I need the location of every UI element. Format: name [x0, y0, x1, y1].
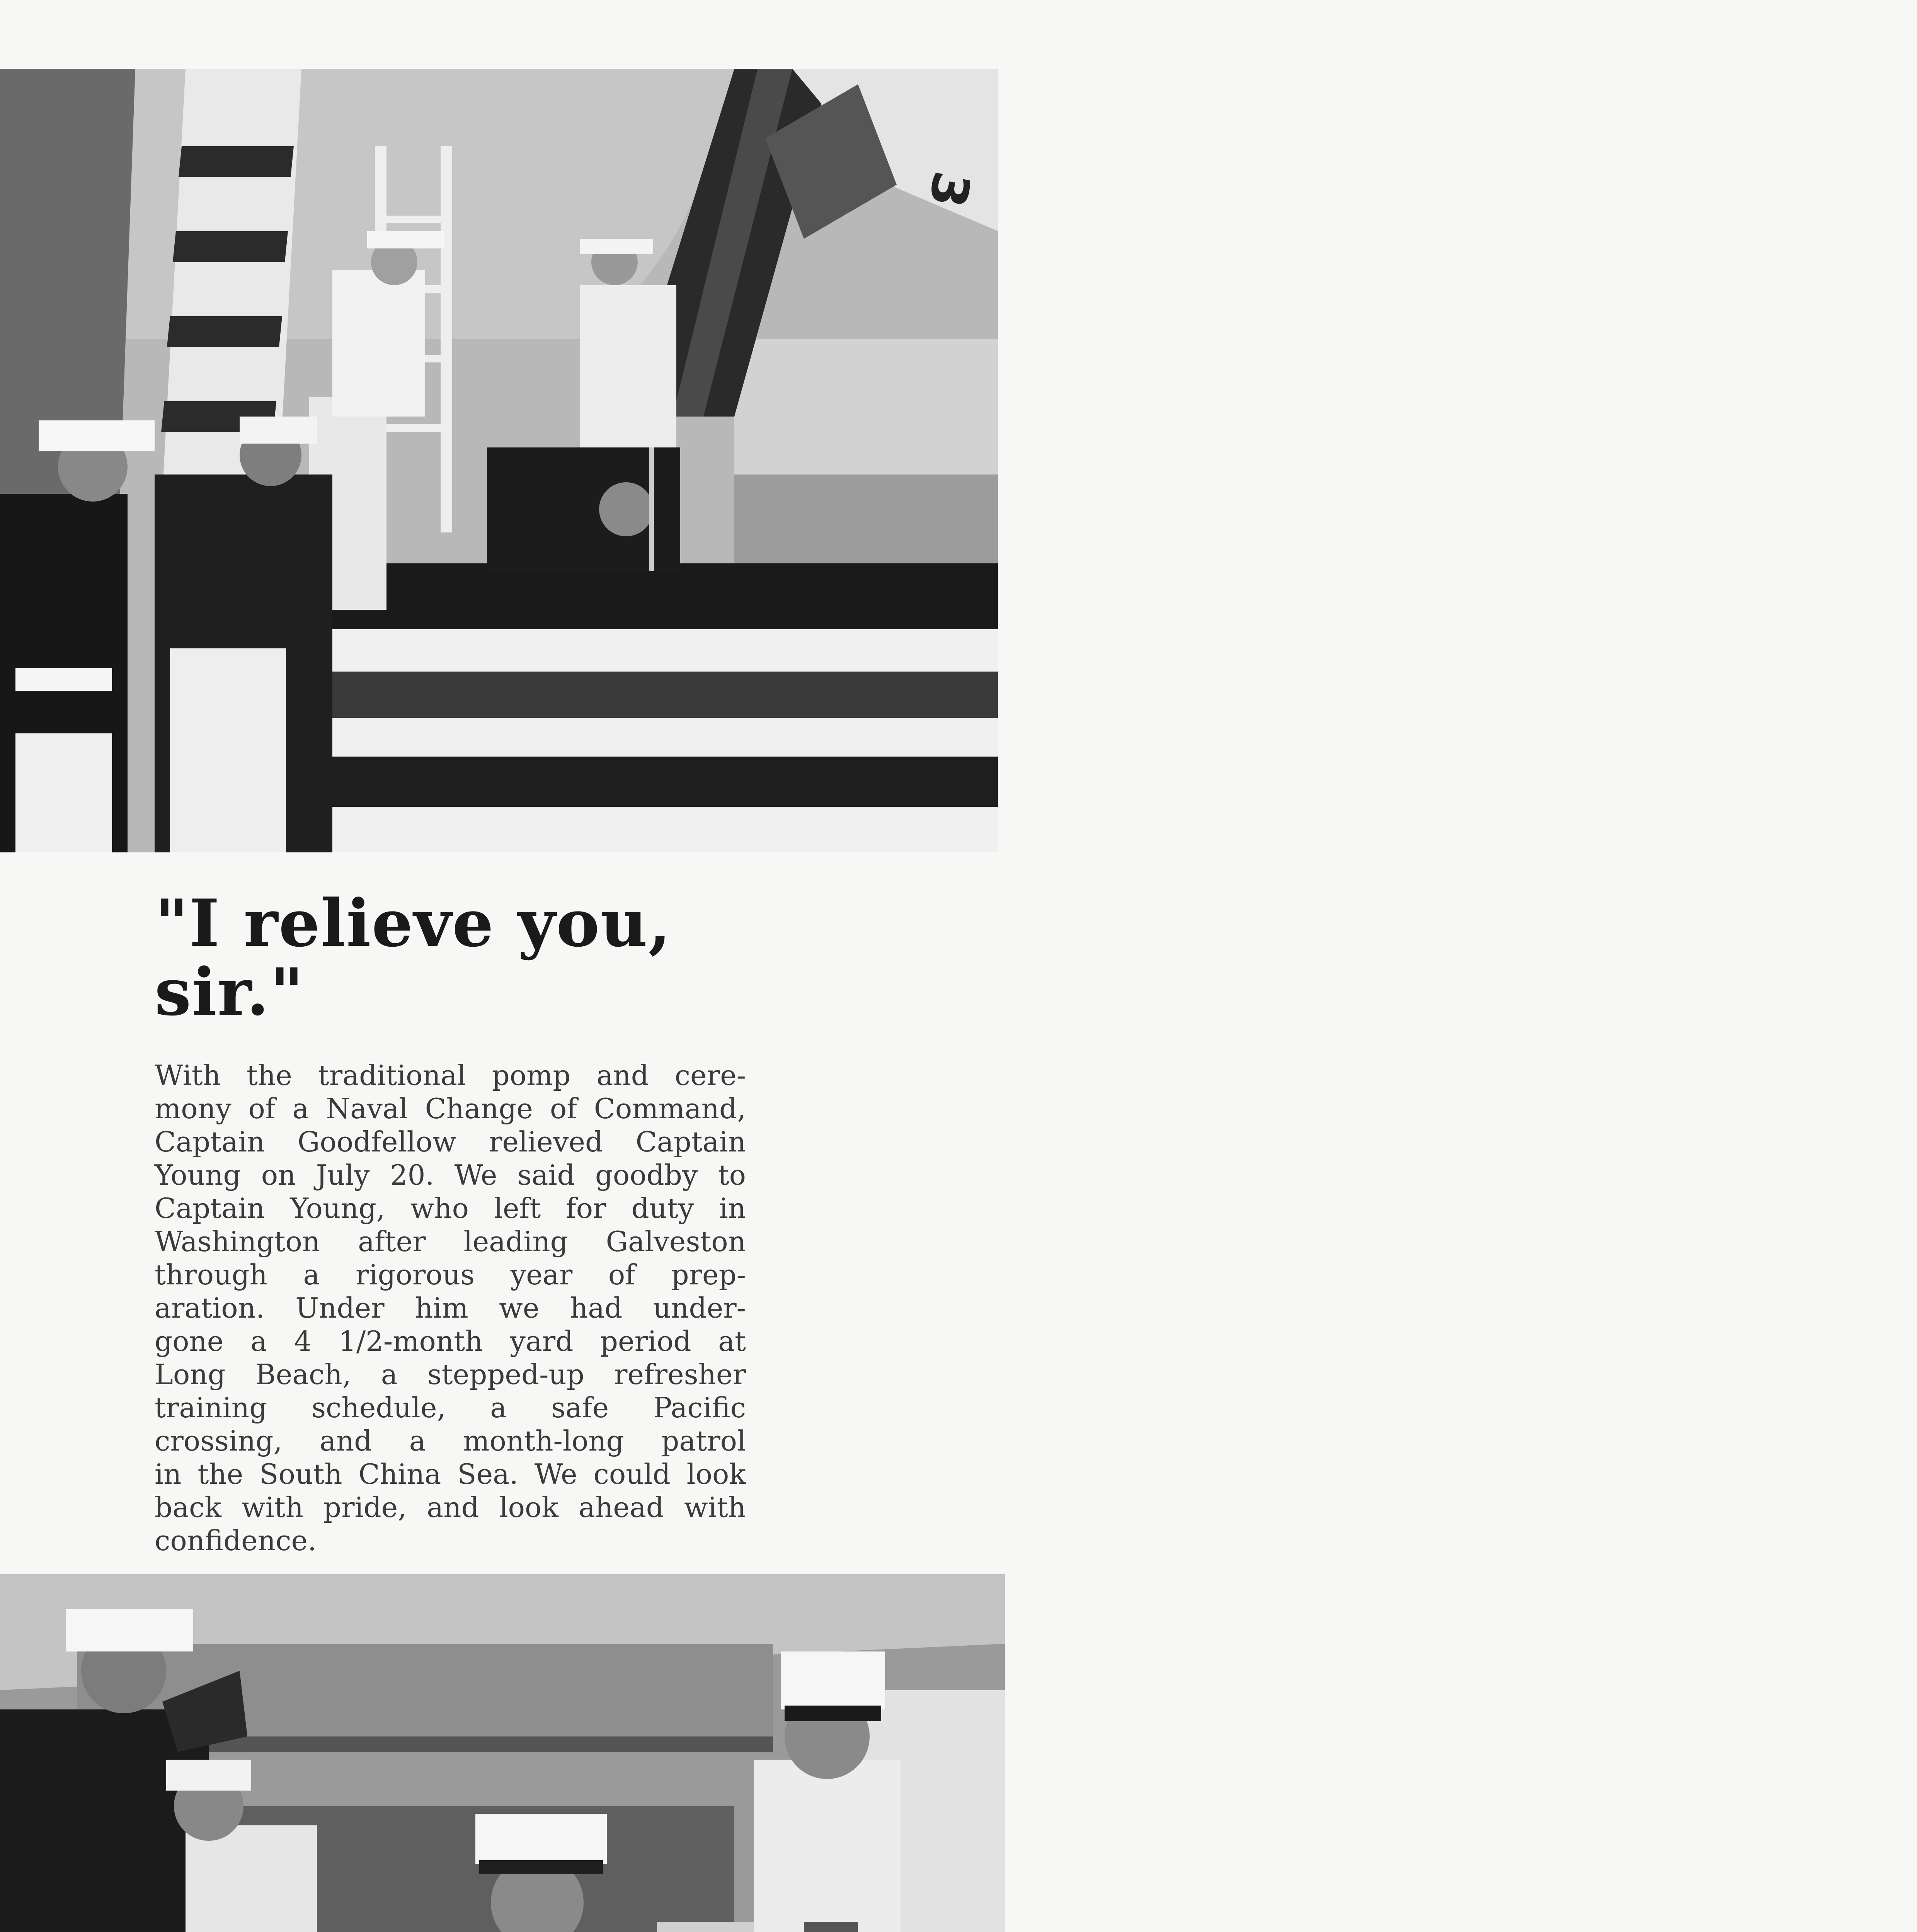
hull-number-text: 3 — [917, 167, 982, 212]
salute-photo-bottom — [0, 1574, 1005, 1932]
body-line: gone a 4 1/2-month yard period at — [155, 1325, 746, 1357]
body-line: confidence. — [155, 1524, 317, 1557]
body-line: in the South China Sea. We could look — [155, 1458, 746, 1490]
body-line: through a rigorous year of prep- — [155, 1259, 746, 1291]
headline-line-2: sir." — [155, 954, 305, 1030]
body-line: training schedule, a safe Pacific — [155, 1391, 746, 1424]
body-line: Long Beach, a stepped-up refresher — [155, 1358, 746, 1391]
article-body — [155, 1059, 746, 1557]
headline-line-1: "I relieve you, — [155, 885, 672, 961]
article-headline — [155, 885, 773, 1030]
ceremony-photo-top-image — [0, 69, 998, 852]
body-line: With the traditional pomp and cere- — [155, 1059, 746, 1092]
body-line: Washington after leading Galveston — [155, 1225, 746, 1258]
body-line: back with pride, and look ahead with — [155, 1491, 746, 1524]
body-line: Captain Goodfellow relieved Captain — [155, 1126, 746, 1158]
body-line: crossing, and a month-long patrol — [155, 1425, 746, 1457]
salute-photo-bottom-image — [0, 1574, 1005, 1932]
body-line: Captain Young, who left for duty in — [155, 1192, 746, 1225]
body-line: aration. Under him we had under- — [155, 1292, 746, 1324]
body-line: Young on July 20. We said goodby to — [155, 1159, 746, 1191]
body-line: mony of a Naval Change of Command, — [155, 1092, 746, 1125]
ceremony-photo-top — [0, 69, 998, 852]
